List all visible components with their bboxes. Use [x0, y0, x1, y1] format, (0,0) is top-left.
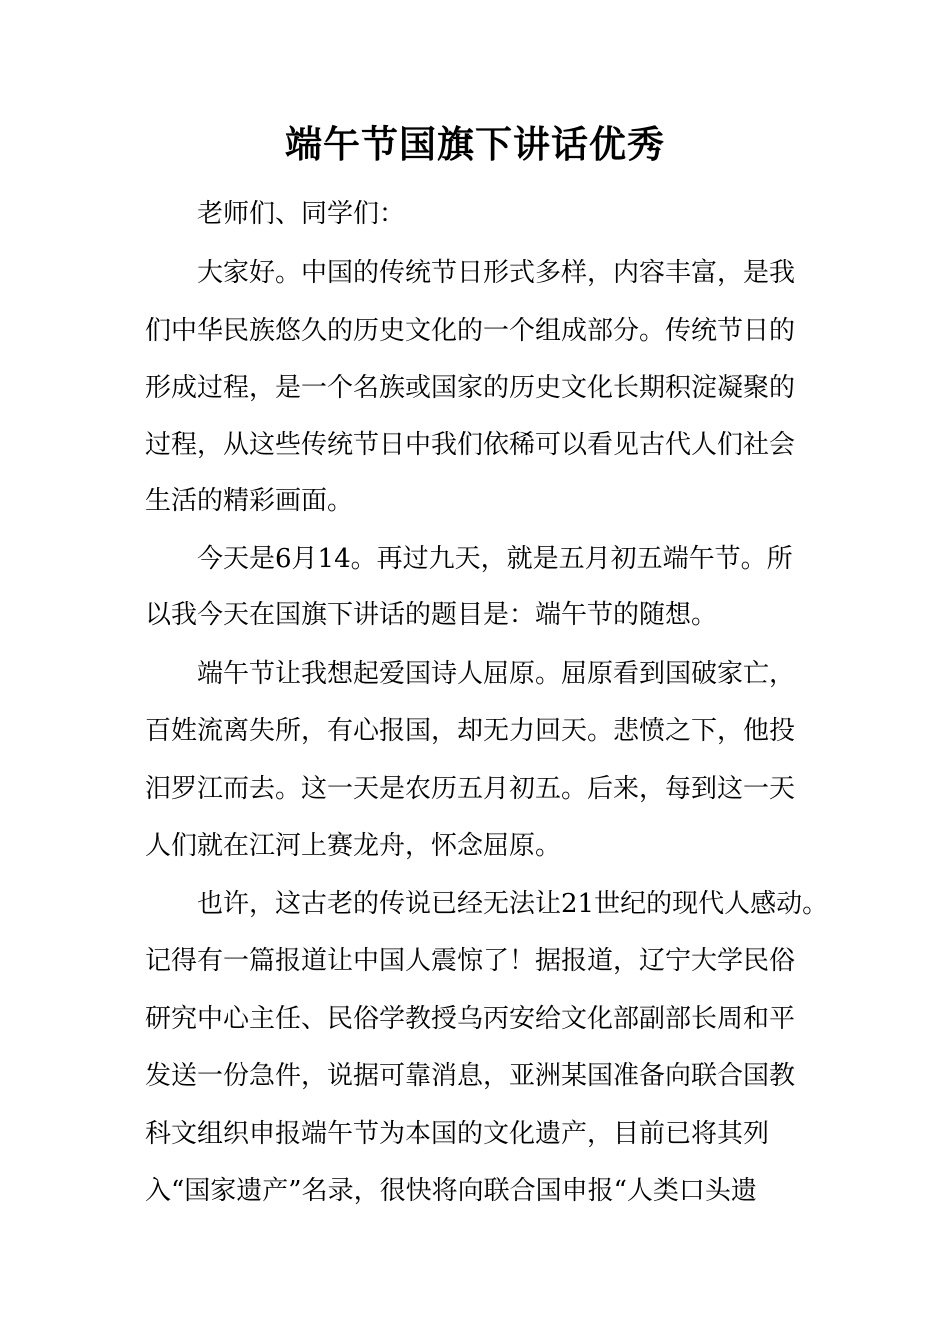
paragraph-line: 人们就在江河上赛龙舟，怀念屈原。	[145, 831, 562, 861]
page-title: 端午节国旗下讲话优秀	[285, 122, 665, 166]
paragraph-line: 研究中心主任、民俗学教授乌丙安给文化部副部长周和平	[145, 1004, 796, 1034]
paragraph-line: 生活的精彩画面。	[145, 486, 354, 516]
paragraph-line: 形成过程，是一个名族或国家的历史文化长期积淀凝聚的	[145, 373, 796, 403]
paragraph-line: 端午节让我想起爱国诗人屈原。屈原看到国破家亡，	[197, 659, 796, 689]
paragraph-line: 们中华民族悠久的历史文化的一个组成部分。传统节日的	[145, 316, 796, 346]
paragraph-line: 百姓流离失所，有心报国，却无力回天。悲愤之下，他投	[145, 716, 796, 746]
paragraph-line: 也许，这古老的传说已经无法让21世纪的现代人感动。	[197, 889, 829, 919]
paragraph-line: 今天是6月14。再过九天，就是五月初五端午节。所	[197, 544, 793, 574]
paragraph-line: 记得有一篇报道让中国人震惊了！据报道，辽宁大学民俗	[145, 946, 796, 976]
paragraph-line: 过程，从这些传统节日中我们依稀可以看见古代人们社会	[145, 430, 796, 460]
paragraph-line: 以我今天在国旗下讲话的题目是：端午节的随想。	[145, 600, 718, 630]
paragraph-line: 科文组织申报端午节为本国的文化遗产，目前已将其列	[145, 1119, 770, 1149]
paragraph-line: 入“国家遗产”名录，很快将向联合国申报“人类口头遗	[145, 1176, 757, 1206]
salutation-line: 老师们、同学们：	[197, 199, 406, 229]
paragraph-line: 汨罗江而去。这一天是农历五月初五。后来，每到这一天	[145, 774, 796, 804]
paragraph-line: 大家好。中国的传统节日形式多样，内容丰富，是我	[197, 258, 796, 288]
paragraph-line: 发送一份急件，说据可靠消息，亚洲某国准备向联合国教	[145, 1061, 796, 1091]
